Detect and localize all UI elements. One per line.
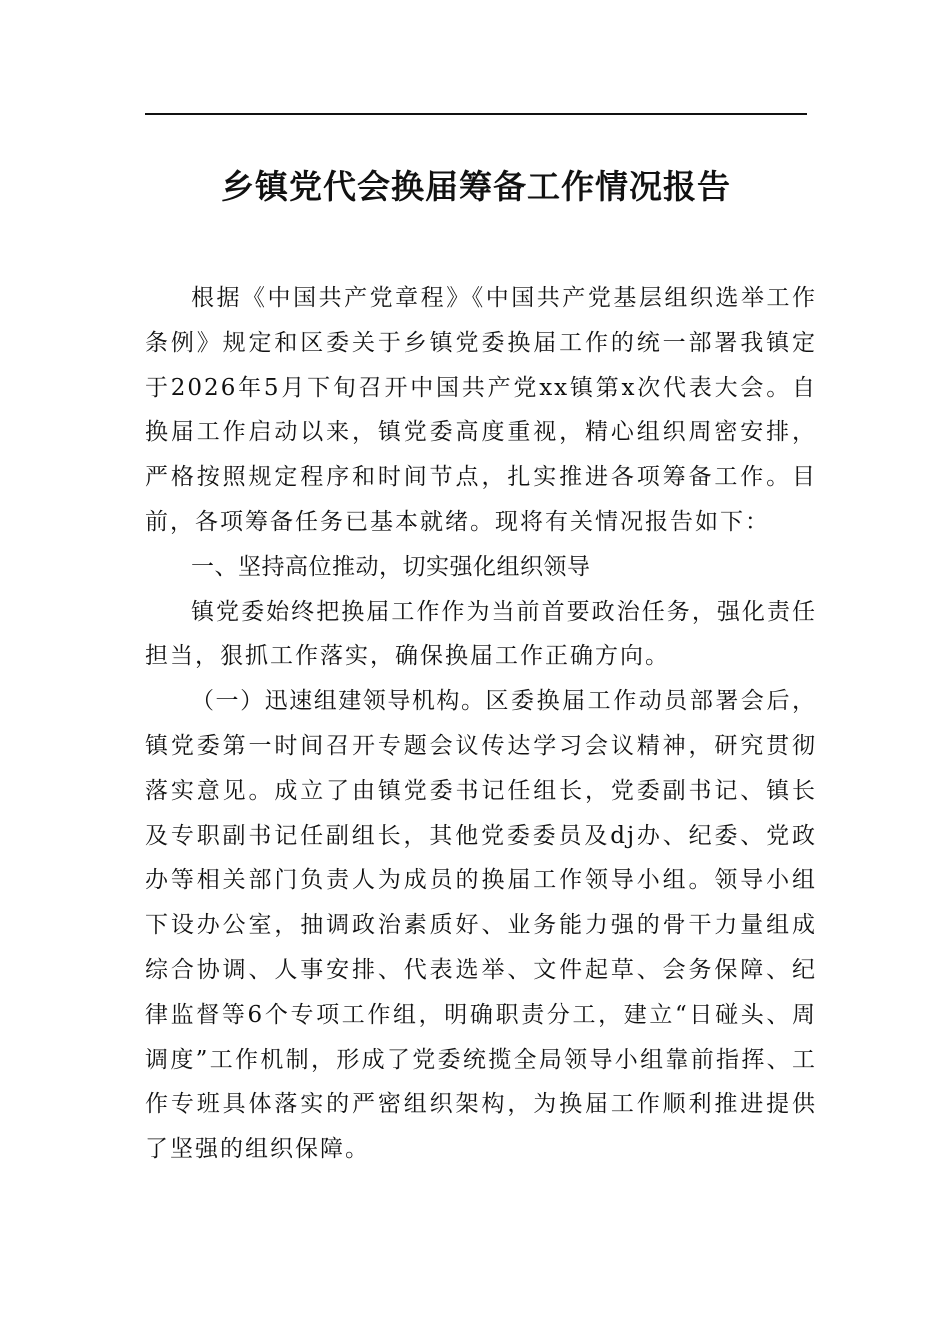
section-heading-1: 一、坚持高位推动，切实强化组织领导 xyxy=(191,553,591,580)
document-body xyxy=(145,276,817,1172)
subsection-heading-1: （一）迅速组建领导机构。 xyxy=(191,688,486,715)
subsection-1-body: 区委换届工作动员部署会后，镇党委第一时间召开专题会议传达学习会议精神，研究贯彻落实意见。成立了由镇党委书记任组长，党委副书记、镇长及专职副书记任副组长，其他党委委员及dj办、纪委、党政办等相关部门负责人为成员的换届工作领导小组。领导小组下设办公室，抽调政治素质好、业务能力强的骨干力量组成综合协调、人事安排、代表选举、文件起草、会务保障、纪律监督等6个专项工作组，明确职责分工，建立“日碰头、周调度”工作机制，形成了党委统揽全局领导小组靠前指挥、工作专班具体落实的严密组织架构，为换届工作顺利推进提供了坚强的组织保障。 xyxy=(145,688,818,1163)
subsection-1-paragraph xyxy=(145,679,817,1172)
header-rule xyxy=(145,113,807,115)
section-1-paragraph: 镇党委始终把换届工作作为当前首要政治任务，强化责任担当，狠抓工作落实，确保换届工作正确方向。 xyxy=(145,598,817,670)
document-title: 乡镇党代会换届筹备工作情况报告 xyxy=(221,167,731,206)
intro-paragraph: 根据《中国共产党章程》《中国共产党基层组织选举工作条例》规定和区委关于乡镇党委换届工作的统一部署我镇定于2026年5月下旬召开中国共产党xx镇第x次代表大会。自换届工作启动以来，镇党委高度重视，精心组织周密安排，严格按照规定程序和时间节点，扎实推进各项筹备工作。目前，各项筹备任务已基本就绪。现将有关情况报告如下： xyxy=(145,285,817,535)
